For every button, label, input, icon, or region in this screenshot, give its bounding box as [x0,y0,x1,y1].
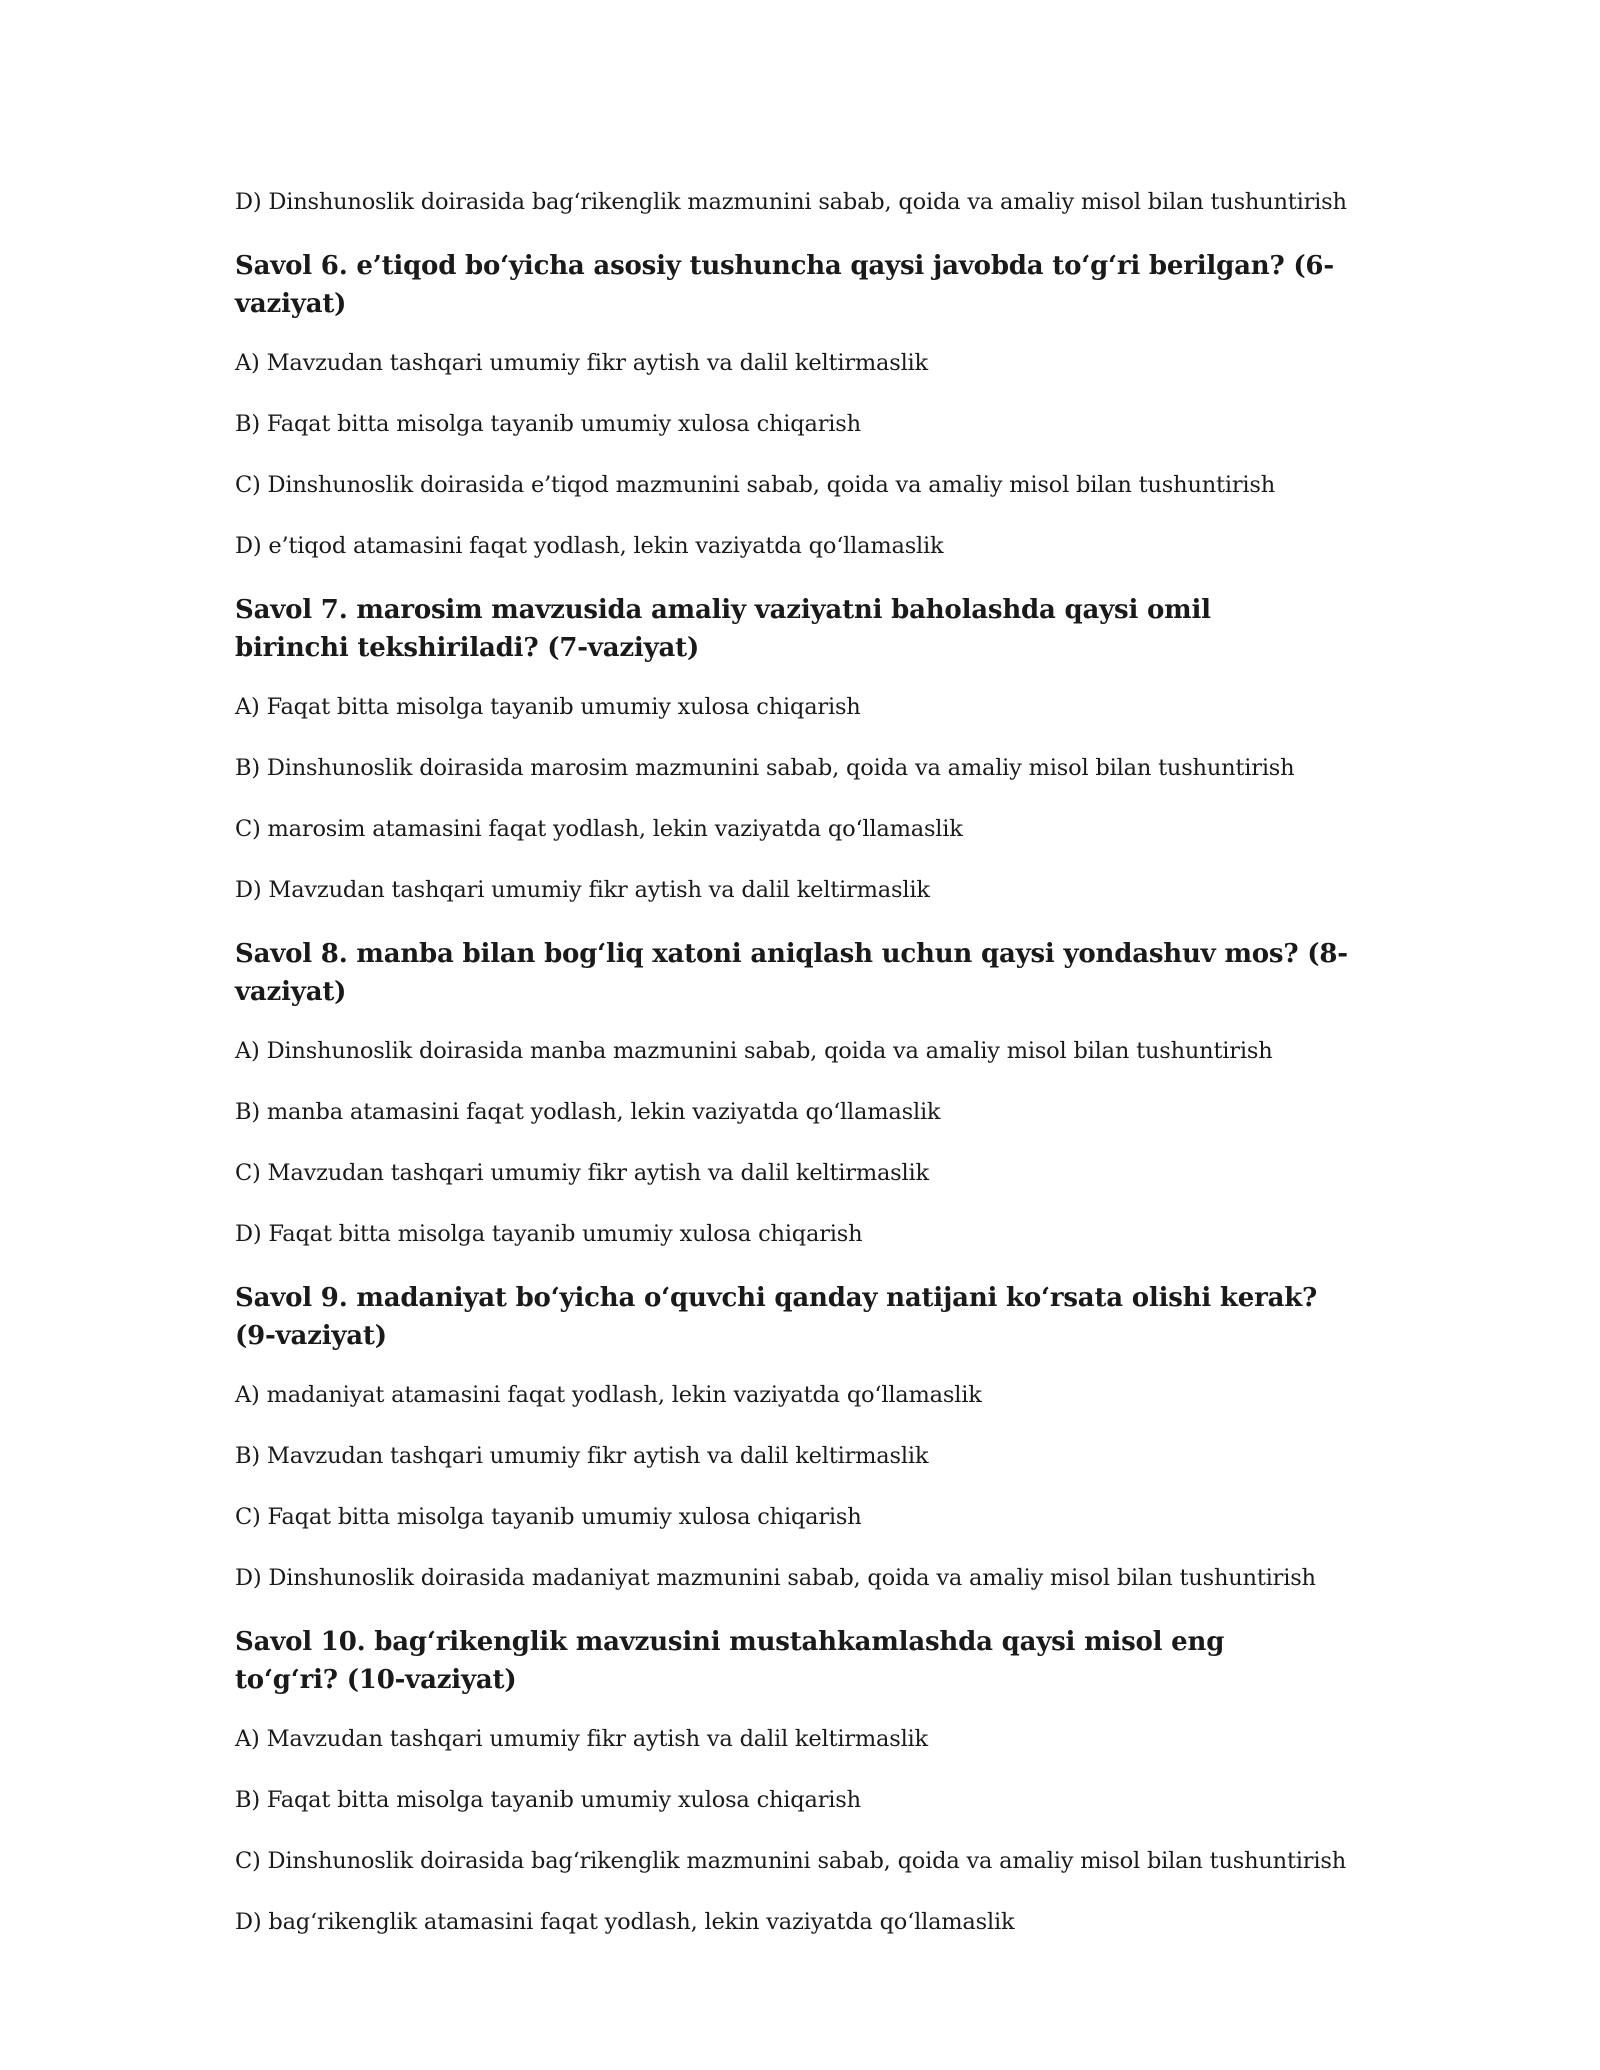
question-block-6 [235,247,1365,562]
question-block-9 [235,1279,1365,1594]
question-title: Savol 10. bag‘rikenglik mavzusini mustahkamlashda qaysi misol eng to‘g‘ri? (10-vaziyat) [235,1627,1225,1695]
option-c: C) Mavzudan tashqari umumiy fikr aytish va dalil keltirmaslik [235,1160,929,1186]
option-b: B) manba atamasini faqat yodlash, lekin vaziyatda qo‘llamaslik [235,1099,941,1125]
option-c: C) Faqat bitta misolga tayanib umumiy xulosa chiqarish [235,1504,862,1530]
option-a: A) madaniyat atamasini faqat yodlash, lekin vaziyatda qo‘llamaslik [235,1382,982,1408]
option-b: B) Mavzudan tashqari umumiy fikr aytish va dalil keltirmaslik [235,1443,929,1469]
option-b: B) Faqat bitta misolga tayanib umumiy xulosa chiqarish [235,411,861,437]
option-c: C) Dinshunoslik doirasida e’tiqod mazmunini sabab, qoida va amaliy misol bilan tushuntirish [235,472,1276,498]
option-c: C) marosim atamasini faqat yodlash, lekin vaziyatda qo‘llamaslik [235,816,963,842]
option-a: A) Dinshunoslik doirasida manba mazmunini sabab, qoida va amaliy misol bilan tushuntirish [235,1038,1273,1064]
option-d: D) Dinshunoslik doirasida madaniyat mazmunini sabab, qoida va amaliy misol bilan tushuntirish [235,1565,1316,1591]
option-d: D) e’tiqod atamasini faqat yodlash, lekin vaziyatda qo‘llamaslik [235,533,944,559]
option-d: D) Faqat bitta misolga tayanib umumiy xulosa chiqarish [235,1221,863,1247]
option-a: A) Faqat bitta misolga tayanib umumiy xulosa chiqarish [235,694,861,720]
question-title: Savol 7. marosim mavzusida amaliy vaziyatni baholashda qaysi omil birinchi tekshiriladi? (7-vaziyat) [235,595,1211,663]
question-block-10 [235,1623,1365,1938]
option-d: D) Mavzudan tashqari umumiy fikr aytish va dalil keltirmaslik [235,877,930,903]
option-c: C) Dinshunoslik doirasida bag‘rikenglik mazmunini sabab, qoida va amaliy misol bilan tushuntirish [235,1848,1346,1874]
option-b: B) Faqat bitta misolga tayanib umumiy xulosa chiqarish [235,1787,861,1813]
option-a: A) Mavzudan tashqari umumiy fikr aytish va dalil keltirmaslik [235,1726,928,1752]
option-b: B) Dinshunoslik doirasida marosim mazmunini sabab, qoida va amaliy misol bilan tushuntirish [235,755,1295,781]
question-title: Savol 6. e’tiqod bo‘yicha asosiy tushuncha qaysi javobda to‘g‘ri berilgan? (6-vaziyat) [235,251,1334,319]
leading-option: D) Dinshunoslik doirasida bag‘rikenglik mazmunini sabab, qoida va amaliy misol bilan tushuntirish [235,189,1347,215]
question-block-8 [235,935,1365,1250]
document-page [235,186,1365,1967]
question-block-7 [235,591,1365,906]
question-title: Savol 8. manba bilan bog‘liq xatoni aniqlash uchun qaysi yondashuv mos? (8-vaziyat) [235,939,1348,1007]
option-a: A) Mavzudan tashqari umumiy fikr aytish va dalil keltirmaslik [235,350,928,376]
question-title: Savol 9. madaniyat bo‘yicha o‘quvchi qanday natijani ko‘rsata olishi kerak? (9-vaziyat) [235,1283,1318,1351]
option-d: D) bag‘rikenglik atamasini faqat yodlash, lekin vaziyatda qo‘llamaslik [235,1909,1015,1935]
